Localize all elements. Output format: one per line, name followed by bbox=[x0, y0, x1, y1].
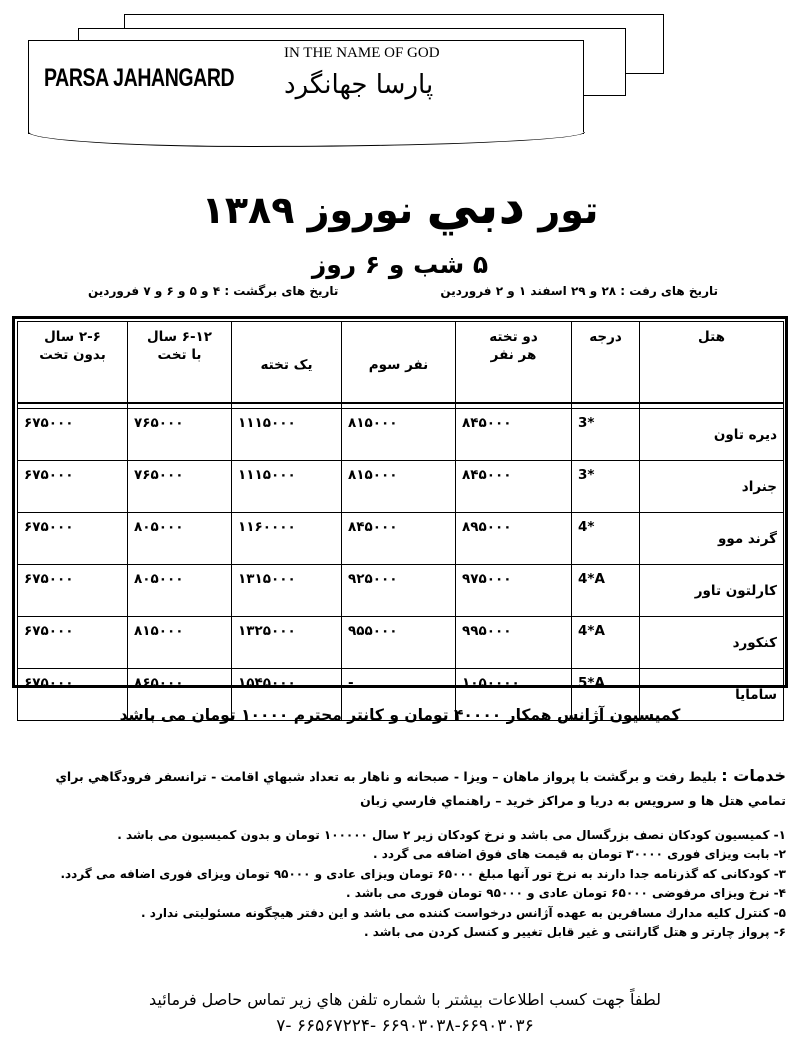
cell-child-with-bed: ۷۶۵۰۰۰ bbox=[128, 409, 232, 461]
cell-grade: 3* bbox=[572, 409, 640, 461]
cell-child-no-bed: ۶۷۵۰۰۰ bbox=[18, 461, 128, 513]
header-third-person: نفر سوم bbox=[342, 322, 456, 404]
header-child-no-bed: ۲-۶ سال بدون تخت bbox=[18, 322, 128, 404]
cell-single: ۱۳۲۵۰۰۰ bbox=[232, 617, 342, 669]
cell-single: ۱۵۴۵۰۰۰ bbox=[232, 669, 342, 721]
note-item: ۶- پرواز چارتر و هتل گارانتى و غير قابل تغيير و كنسل كردن مى باشد . bbox=[363, 925, 786, 940]
cell-third-person: ۸۴۵۰۰۰ bbox=[342, 513, 456, 565]
cell-grade: 5*A bbox=[572, 669, 640, 721]
cell-single: ۱۳۱۵۰۰۰ bbox=[232, 565, 342, 617]
departure-dates: تاريخ هاى رفت : ۲۸ و ۲۹ اسفند ۱ و ۲ فروردين bbox=[440, 284, 718, 298]
table-row bbox=[18, 461, 784, 513]
note-item: ۵- كنترل كليه مدارك مسافرين به عهده آژانس درخواست كننده مى باشد و اين دفتر هيچگونه مسئوليتى ندارد . bbox=[141, 905, 786, 920]
header-child-with-bed: ۶-۱۲ سال با تخت bbox=[128, 322, 232, 404]
header-hotel: هتل bbox=[640, 322, 784, 404]
title-dubai: دبي bbox=[426, 176, 526, 236]
page-title bbox=[150, 176, 650, 236]
cell-double: ۸۴۵۰۰۰ bbox=[456, 409, 572, 461]
cell-hotel: جنراد bbox=[640, 461, 784, 513]
note-item: ۱- كميسيون كودكان نصف بزرگسال مى باشد و نرخ كودكان زير ۲ سال ۱۰۰۰۰۰ تومان و بدون كميسيون مى باشد . bbox=[117, 828, 786, 842]
cell-double: ۱۰۵۰۰۰۰ bbox=[456, 669, 572, 721]
brand-name-english: PARSA JAHANGARD bbox=[44, 64, 235, 92]
services-text: بليط رفت و برگشت با پرواز ماهان – ويزا - صبحانه و ناهار به تعداد شبهاي اقامت - ترانسفر فرودگاهي براي تمامي هتل ها و سرويس به دريا و مراكز خريد – راهنماي فارسي زبان bbox=[55, 769, 786, 808]
contact-message: لطفاً جهت كسب اطلاعات بيشتر با شماره تلفن هاي زير تماس حاصل فرمائيد bbox=[148, 990, 661, 1009]
notes-list bbox=[18, 826, 786, 943]
cell-grade: 4*A bbox=[572, 565, 640, 617]
cell-third-person: ۹۲۵۰۰۰ bbox=[342, 565, 456, 617]
table-header-row bbox=[18, 322, 784, 404]
price-table bbox=[17, 321, 784, 721]
cell-third-person: - bbox=[342, 669, 456, 721]
cell-hotel: سامايا bbox=[640, 669, 784, 721]
return-dates: تاريخ هاى برگشت : ۴ و ۵ و ۶ و ۷ فروردين bbox=[88, 284, 339, 298]
header-double: دو تخته هر نفر bbox=[456, 322, 572, 404]
title-part-tour: تور bbox=[525, 188, 599, 232]
cell-hotel: گرند موو bbox=[640, 513, 784, 565]
tour-duration: ۵ شب و ۶ روز bbox=[311, 250, 489, 279]
cell-child-no-bed: ۶۷۵۰۰۰ bbox=[18, 669, 128, 721]
in-the-name-of-god: IN THE NAME OF GOD bbox=[284, 45, 440, 61]
brand-name-persian: پارسا جهانگرد bbox=[284, 70, 434, 100]
cell-grade: 4* bbox=[572, 513, 640, 565]
cell-double: ۸۹۵۰۰۰ bbox=[456, 513, 572, 565]
cell-single: ۱۱۶۰۰۰۰ bbox=[232, 513, 342, 565]
table-row bbox=[18, 513, 784, 565]
cell-double: ۸۴۵۰۰۰ bbox=[456, 461, 572, 513]
phone-numbers: ۶۶۹۰۳۰۳۸-۶۶۹۰۳۰۳۶ -۶۶۵۶۷۲۲۴ -۷ bbox=[276, 1016, 534, 1036]
cell-double: ۹۷۵۰۰۰ bbox=[456, 565, 572, 617]
note-item: ۴- نرخ ويزاى مرفوضى ۶۵۰۰۰ تومان عادى و ۹۵۰۰۰ تومان فورى مى باشد . bbox=[346, 886, 786, 901]
title-nowruz-year: نوروز ۱۳۸۹ bbox=[201, 188, 427, 232]
cell-child-with-bed: ۸۰۵۰۰۰ bbox=[128, 513, 232, 565]
table-row bbox=[18, 565, 784, 617]
note-item: ۳- كودكانى كه گذرنامه جدا دارند به نرخ تور آنها مبلغ ۶۵۰۰۰ تومان ويزاى عادى و ۹۵۰۰۰ تومان ويزاى فورى اضافه مى گردد. bbox=[60, 866, 786, 881]
cell-child-no-bed: ۶۷۵۰۰۰ bbox=[18, 513, 128, 565]
cell-child-with-bed: ۸۱۵۰۰۰ bbox=[128, 617, 232, 669]
cell-child-with-bed: ۸۶۵۰۰۰ bbox=[128, 669, 232, 721]
cell-child-no-bed: ۶۷۵۰۰۰ bbox=[18, 565, 128, 617]
table-row bbox=[18, 617, 784, 669]
cell-single: ۱۱۱۵۰۰۰ bbox=[232, 461, 342, 513]
cell-child-no-bed: ۶۷۵۰۰۰ bbox=[18, 409, 128, 461]
cell-hotel: كارلتون تاور bbox=[640, 565, 784, 617]
cell-third-person: ۸۱۵۰۰۰ bbox=[342, 461, 456, 513]
services-label: خدمات : bbox=[721, 766, 786, 785]
header-grade: درجه bbox=[572, 322, 640, 404]
cell-third-person: ۹۵۵۰۰۰ bbox=[342, 617, 456, 669]
cell-double: ۹۹۵۰۰۰ bbox=[456, 617, 572, 669]
cell-child-no-bed: ۶۷۵۰۰۰ bbox=[18, 617, 128, 669]
header-single: يک تخته bbox=[232, 322, 342, 404]
services-section bbox=[18, 762, 786, 812]
cell-hotel: ديره تاون bbox=[640, 409, 784, 461]
cell-hotel: كنكورد bbox=[640, 617, 784, 669]
agency-commission: كميسيون آژانس همكار ۴۰۰۰۰ تومان و كانتر محترم ۱۰۰۰۰ تومان مى باشد bbox=[119, 706, 681, 724]
note-item: ۲- بابت ويزاى فورى ۳۰۰۰۰ تومان به قيمت هاى فوق اضافه مى گردد . bbox=[373, 847, 786, 862]
table-row bbox=[18, 409, 784, 461]
cell-third-person: ۸۱۵۰۰۰ bbox=[342, 409, 456, 461]
cell-grade: 4*A bbox=[572, 617, 640, 669]
cell-child-with-bed: ۷۶۵۰۰۰ bbox=[128, 461, 232, 513]
cell-child-with-bed: ۸۰۵۰۰۰ bbox=[128, 565, 232, 617]
cell-single: ۱۱۱۵۰۰۰ bbox=[232, 409, 342, 461]
cell-grade: 3* bbox=[572, 461, 640, 513]
